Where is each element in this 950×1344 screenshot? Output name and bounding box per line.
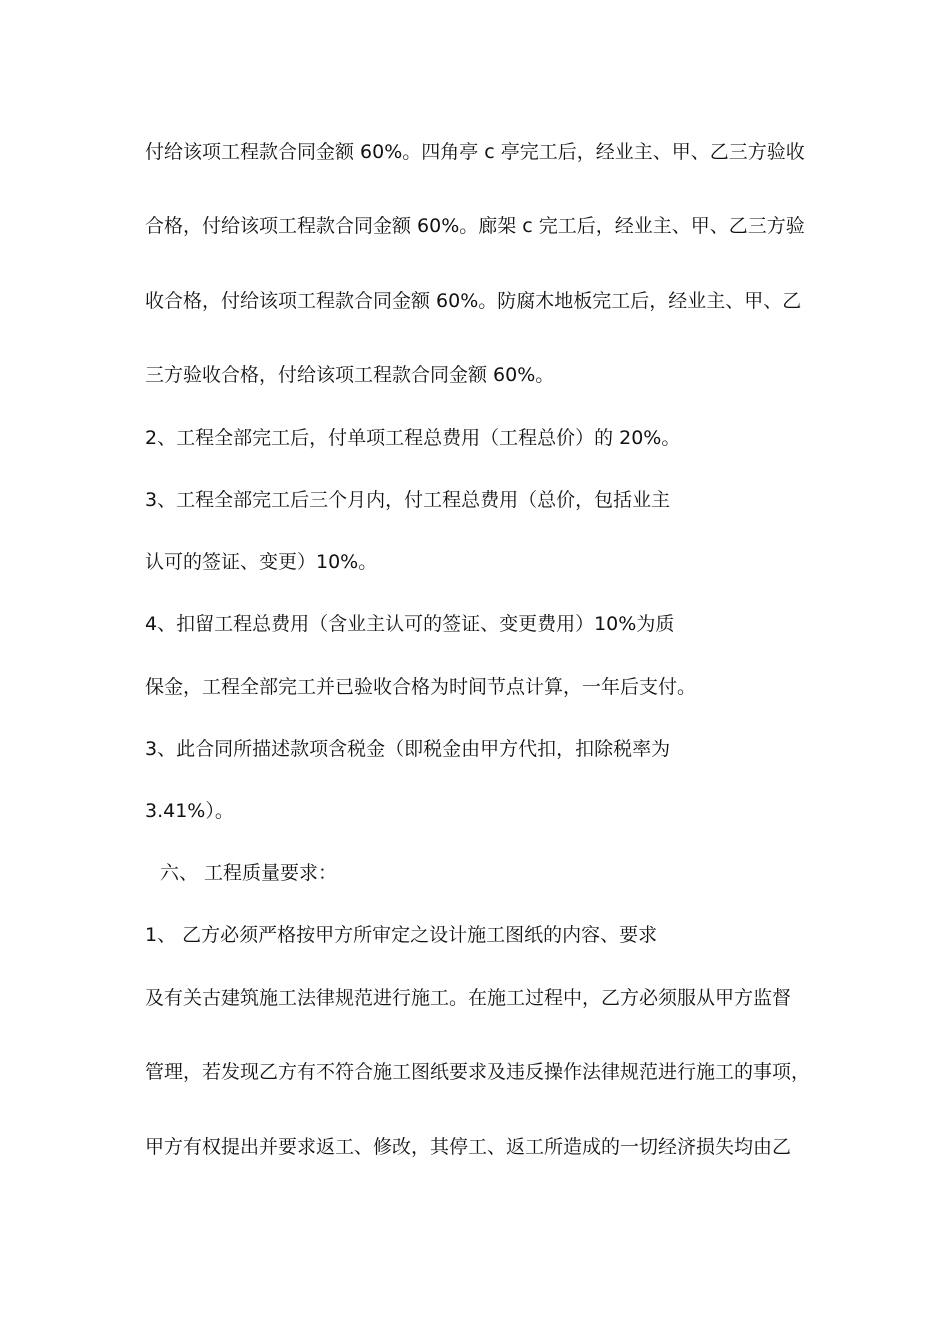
list-item-line: 3、此合同所描述款项含税金（即税金由甲方代扣，扣除税率为: [145, 738, 671, 760]
paragraph-line: 管理，若发现乙方有不符合施工图纸要求及违反操作法律规范进行施工的事项，: [145, 1061, 811, 1083]
list-item-line: 3、工程全部完工后三个月内，付工程总费用（总价，包括业主: [145, 489, 671, 511]
list-item-line: 4、扣留工程总费用（含业主认可的签证、变更费用）10%为质: [145, 613, 675, 635]
paragraph-line: 3.41%）。: [145, 800, 234, 822]
paragraph-line: 认可的签证、变更）10%。: [145, 551, 378, 573]
paragraph-line: 甲方有权提出并要求返工、修改，其停工、返工所造成的一切经济损失均由乙: [145, 1136, 792, 1158]
paragraph-line: 合格，付给该项工程款合同金额 60%。廊架 c 完工后，经业主、甲、乙三方验: [145, 215, 805, 237]
paragraph-line: 及有关古建筑施工法律规范进行施工。在施工过程中，乙方必须服从甲方监督: [145, 987, 792, 1009]
paragraph-line: 付给该项工程款合同金额 60%。四角亭 c 亭完工后，经业主、甲、乙三方验收: [145, 141, 805, 163]
paragraph-line: 收合格，付给该项工程款合同金额 60%。防腐木地板完工后，经业主、甲、乙: [145, 290, 802, 312]
list-item-line: 1、 乙方必须严格按甲方所审定之设计施工图纸的内容、要求: [145, 924, 658, 946]
section-heading: 六、 工程质量要求：: [160, 862, 338, 884]
paragraph-line: 三方验收合格，付给该项工程款合同金额 60%。: [145, 364, 555, 386]
list-item-line: 2、工程全部完工后，付单项工程总费用（工程总价）的 20%。: [145, 427, 681, 449]
paragraph-line: 保金，工程全部完工并已验收合格为时间节点计算，一年后支付。: [145, 676, 697, 698]
